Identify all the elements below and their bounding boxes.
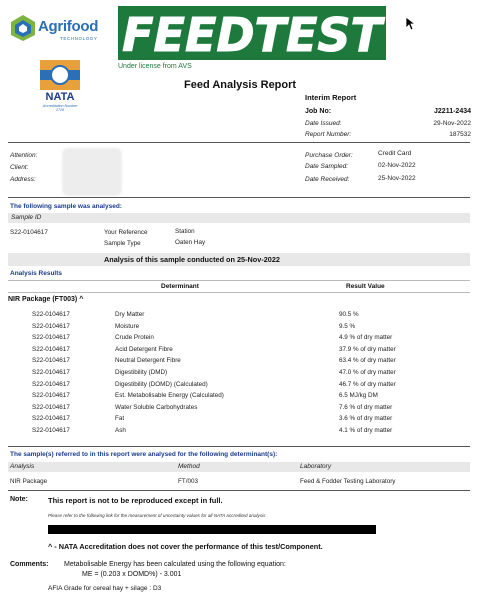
divider (8, 197, 470, 198)
row-sample-id: S22-0104617 (32, 345, 70, 353)
table-row (0, 404, 478, 415)
row-sample-id: S22-0104617 (32, 380, 70, 388)
row-sample-id: S22-0104617 (32, 427, 70, 434)
row-result-value: 4.9 % of dry matter (339, 334, 393, 342)
table-row (0, 323, 478, 334)
date-sampled-value: 02-Nov-2022 (378, 162, 416, 169)
row-sample-id: S22-0104617 (32, 334, 70, 342)
row-result-value: 7.6 % of dry matter (339, 403, 393, 411)
purchase-order-value: Credit Card (378, 150, 412, 157)
nir-package-title: NIR Package (FT003) ^ (8, 296, 84, 303)
divider (8, 280, 470, 281)
sample-id-label: Sample ID (11, 214, 42, 221)
methods-header (8, 462, 470, 472)
row-result-value: 37.9 % of dry matter (339, 345, 396, 353)
nata-logo (34, 58, 86, 122)
job-no-value: J2211-2434 (434, 108, 471, 115)
analysis-conducted-banner (8, 253, 470, 266)
row-sample-id: S22-0104617 (32, 392, 70, 400)
comments-equation: ME = (0.203 x DOMD%) - 3.001 (82, 571, 182, 578)
row-sample-id: S22-0104617 (32, 369, 70, 376)
date-received-label: Date Received: (305, 176, 350, 183)
nata-accreditation-number: Accreditation Number 2728 (42, 104, 78, 113)
table-row (0, 427, 478, 438)
row-determinant: Digestibility (DMD) (115, 369, 168, 376)
sample-id-header (8, 213, 470, 223)
table-row (0, 415, 478, 426)
row-result-value: 47.0 % of dry matter (339, 369, 396, 376)
date-sampled-label: Date Sampled: (305, 163, 348, 170)
report-title: Feed Analysis Report (184, 79, 297, 91)
row-determinant: Moisture (115, 322, 140, 330)
agrifood-wordmark: Agrifood (38, 18, 99, 35)
date-issued-label: Date Issued: (305, 120, 342, 127)
row-sample-id: S22-0104617 (32, 357, 70, 365)
job-no-label: Job No: (305, 108, 332, 115)
row-determinant: Dry Matter (115, 311, 145, 318)
row-determinant: Crude Protein (115, 334, 154, 342)
report-number-label: Report Number: (305, 131, 352, 138)
comments-afia-grade: AFIA Grade for cereal hay + silage : D3 (48, 585, 162, 592)
date-received-value: 25-Nov-2022 (378, 175, 416, 182)
your-reference-value: Station (175, 228, 195, 235)
report-number-value: 187532 (449, 131, 471, 138)
your-reference-label: Your Reference (104, 229, 148, 236)
row-determinant: Digestibility (DOMD) (Calculated) (115, 380, 208, 388)
agrifood-leaf-icon (10, 14, 36, 42)
address-label: Address: (10, 176, 36, 183)
redacted-link (48, 525, 376, 534)
methods-section-title: The sample(s) referred to in this report were analysed for the following determinant(s): (10, 451, 278, 458)
row-determinant: Fat (115, 415, 125, 423)
col-result-value: Result Value (346, 283, 385, 290)
results-section-title: Analysis Results (10, 270, 63, 277)
row-result-value: 46.7 % of dry matter (339, 380, 396, 388)
redacted-client-details (62, 148, 122, 196)
divider (8, 490, 470, 491)
analysis-conducted-text: Analysis of this sample conducted on 25-Nov-2022 (104, 255, 280, 264)
table-row (0, 392, 478, 403)
comments-line1: Metabolisable Energy has been calculated using the following equation: (64, 561, 286, 568)
table-row (0, 334, 478, 345)
sample-type-value: Oaten Hay (175, 239, 206, 246)
row-result-value: 63.4 % of dry matter (339, 357, 396, 365)
col-method: Method (178, 463, 200, 470)
nata-emblem-icon (34, 58, 86, 102)
date-issued-value: 29-Nov-2022 (433, 120, 471, 127)
feedtest-license: Under license from AVS (118, 63, 192, 70)
sample-type-label: Sample Type (104, 240, 141, 247)
row-result-value: 3.6 % of dry matter (339, 415, 393, 423)
divider (8, 446, 470, 447)
purchase-order-label: Purchase Order: (305, 152, 353, 159)
row-sample-id: S22-0104617 (32, 415, 70, 423)
row-result-value: 90.5 % (339, 311, 359, 318)
row-determinant: Ash (115, 427, 126, 434)
row-result-value: 4.1 % of dry matter (339, 427, 393, 434)
nata-disclaimer: ^ - NATA Accreditation does not cover the performance of this test/Component. (48, 542, 323, 551)
row-sample-id: S22-0104617 (32, 311, 70, 318)
comments-label: Comments: (10, 561, 49, 568)
methods-method-value: FT/003 (178, 478, 198, 485)
row-determinant: Acid Detergent Fibre (115, 345, 173, 353)
client-label: Client: (10, 164, 29, 171)
agrifood-logo (10, 14, 105, 44)
row-determinant: Neutral Detergent Fibre (115, 357, 181, 365)
col-determinant: Determinant (161, 283, 199, 290)
agrifood-subtitle: TECHNOLOGY (60, 36, 98, 41)
table-row (0, 369, 478, 380)
table-row (0, 357, 478, 368)
row-sample-id: S22-0104617 (32, 322, 70, 330)
feedtest-logo (118, 6, 386, 60)
nata-wordmark: NATA (45, 91, 75, 102)
uncertainty-text: Please refer to the following link for the measurement of uncertainty values for all NATA accredited analysis (48, 513, 266, 518)
row-determinant: Water Soluble Carbohydrates (115, 403, 198, 411)
col-analysis: Analysis (10, 463, 35, 470)
col-laboratory: Laboratory (300, 463, 332, 470)
mouse-cursor-icon (405, 17, 417, 31)
row-result-value: 9.5 % (339, 322, 356, 330)
note-text: This report is not to be reproduced except in full. (48, 496, 223, 505)
methods-analysis-value: NIR Package (10, 478, 48, 485)
note-label: Note: (10, 496, 28, 503)
table-row (0, 346, 478, 357)
row-determinant: Est. Metabolisable Energy (Calculated) (115, 392, 224, 400)
sample-section-title: The following sample was analysed: (10, 203, 122, 210)
methods-laboratory-value: Feed & Fodder Testing Laboratory (300, 478, 396, 485)
divider (8, 142, 470, 143)
row-result-value: 6.5 MJ/kg DM (339, 392, 378, 400)
table-row (0, 381, 478, 392)
feedtest-wordmark: FEEDTEST (122, 8, 382, 60)
table-row (0, 311, 478, 322)
attention-label: Attention: (10, 152, 38, 159)
sample-id-value: S22-0104617 (10, 229, 48, 236)
row-sample-id: S22-0104617 (32, 403, 70, 411)
report-status: Interim Report (305, 93, 357, 102)
divider (8, 292, 470, 293)
